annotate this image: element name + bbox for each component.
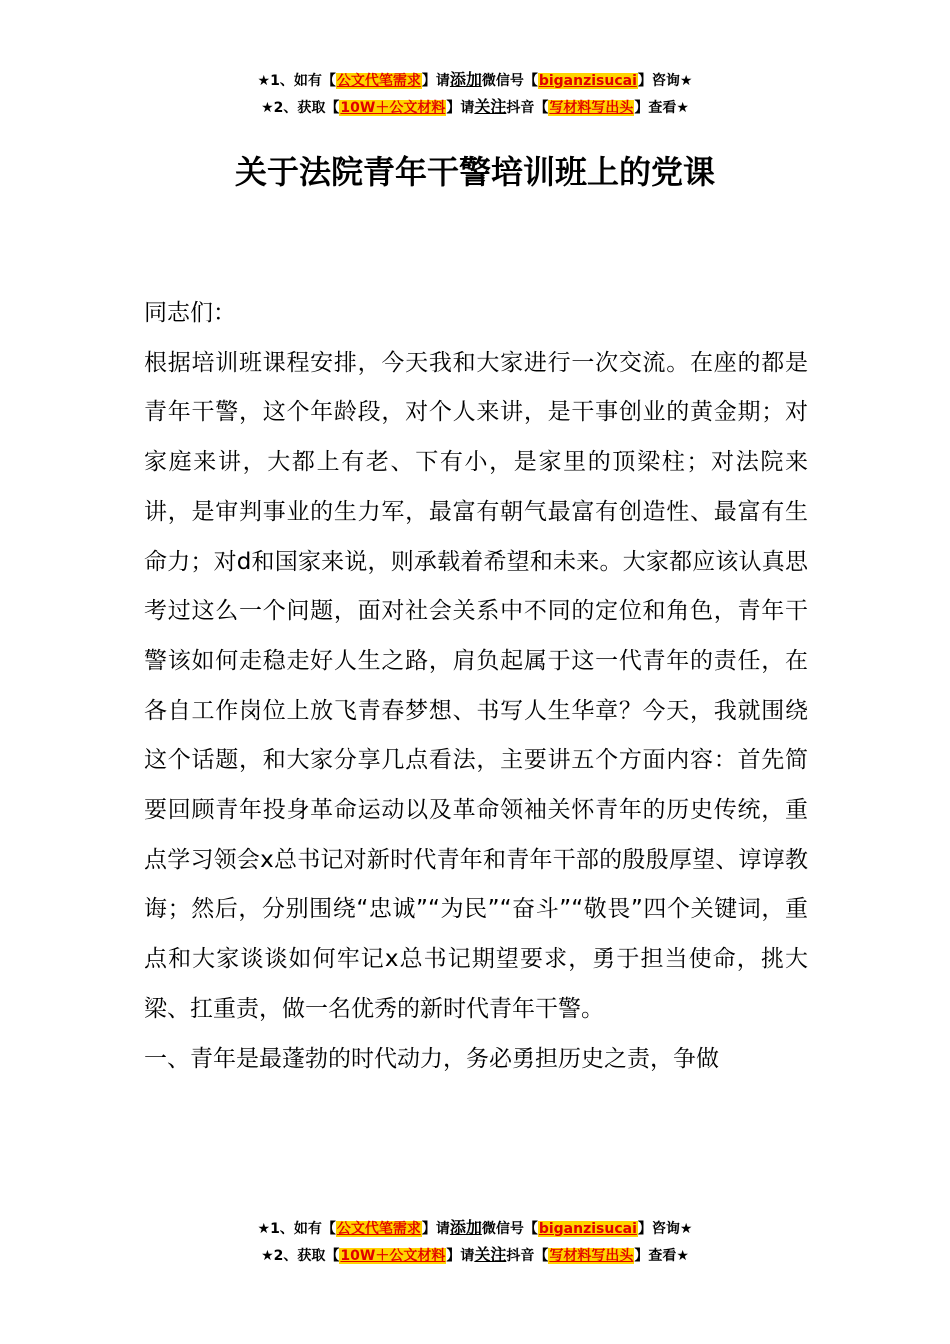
banner-text: 】请 (446, 100, 475, 116)
document-title: 关于法院青年干警培训班上的党课 (234, 153, 715, 191)
salutation: 同志们： (144, 300, 236, 326)
banner-text: 】查看★ (634, 1248, 689, 1264)
highlight-wechat-id: biganzisucai (538, 73, 637, 89)
header-banner (0, 67, 950, 121)
banner-text: 】咨询★ (637, 73, 693, 89)
banner-emphasis: 关注 (474, 1245, 507, 1264)
banner-line-2 (0, 94, 950, 121)
banner-text: ★2、获取【 (261, 100, 340, 116)
banner-text: 】咨询★ (637, 1221, 693, 1237)
banner-text: 】查看★ (634, 100, 689, 116)
highlight-wechat-id: biganzisucai (538, 1221, 637, 1237)
highlight-douyin-account: 写材料写出头 (549, 1248, 634, 1264)
banner-text: 】请 (421, 73, 450, 89)
highlight-douyin-account: 写材料写出头 (549, 100, 634, 116)
section-heading: 一、青年是最蓬勃的时代动力，务必勇担历史之责，争做 (144, 1045, 719, 1072)
banner-text: ★2、获取【 (261, 1248, 340, 1264)
banner-line-1 (0, 67, 950, 94)
banner-text: ★1、如有【 (257, 73, 336, 89)
banner-text: 微信号【 (481, 1221, 538, 1237)
footer-banner (0, 1215, 950, 1269)
banner-line-1 (0, 1215, 950, 1242)
body-paragraph: 根据培训班课程安排，今天我和大家进行一次交流。在座的都是青年干警，这个年龄段，对个人来讲，是干事创业的黄金期；对家庭来讲，大都上有老、下有小，是家里的顶梁柱；对法院来讲，是审判事业的生力军，最富有朝气最富有创造性、最富有生命力；对d和国家来说，则承载着希望和未来。大家都应该认真思考过这么一个问题，面对社会关系中不同的定位和角色，青年干警该如何走稳走好人生之路，肩负起属于这一代青年的责任，在各自工作岗位上放飞青春梦想、书写人生华章？今天，我就围绕这个话题，和大家分享几点看法，主要讲五个方面内容：首先简要回顾青年投身革命运动以及革命领袖关怀青年的历史传统，重点学习领会x总书记对新时代青年和青年干部的殷殷厚望、谆谆教诲；然后，分别围绕“忠诚”“为民”“奋斗”“敬畏”四个关键词，重点和大家谈谈如何牢记x总书记期望要求，勇于担当使命，挑大梁、扛重责，做一名优秀的新时代青年干警。 (144, 349, 808, 1022)
banner-text: 】请 (421, 1221, 450, 1237)
banner-emphasis: 添加 (449, 1218, 482, 1237)
banner-text: 抖音【 (506, 1248, 549, 1264)
banner-emphasis: 关注 (474, 97, 507, 116)
banner-line-2 (0, 1242, 950, 1269)
highlight-writing-service: 公文代笔需求 (336, 1221, 421, 1237)
highlight-writing-service: 公文代笔需求 (336, 73, 421, 89)
banner-text: ★1、如有【 (257, 1221, 336, 1237)
document-body (144, 289, 808, 1084)
banner-text: 微信号【 (481, 73, 538, 89)
banner-text: 抖音【 (506, 100, 549, 116)
highlight-materials: 10W＋公文材料 (340, 100, 446, 116)
banner-text: 】请 (446, 1248, 475, 1264)
highlight-materials: 10W＋公文材料 (340, 1248, 446, 1264)
banner-emphasis: 添加 (449, 70, 482, 89)
